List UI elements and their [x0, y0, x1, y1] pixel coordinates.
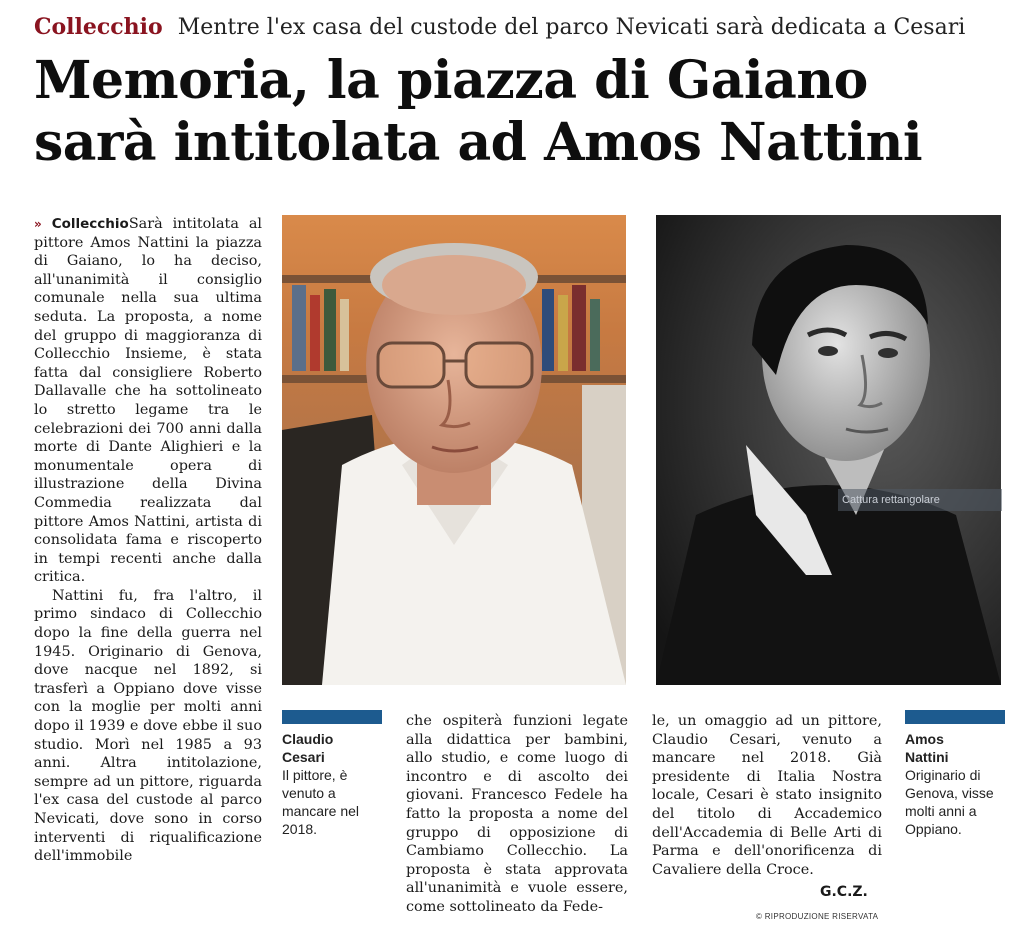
- author-signature: G.C.Z.: [820, 884, 868, 900]
- caption-bar-left: [282, 710, 382, 724]
- caption-right: [905, 730, 1005, 838]
- copyright-notice: © RIPRODUZIONE RISERVATA: [756, 912, 879, 921]
- kicker: [34, 14, 965, 40]
- article-column-3: [652, 712, 882, 879]
- kicker-subtitle: Mentre l'ex casa del custode del parco Nevicati sarà dedicata a Cesari: [177, 15, 966, 40]
- article-paragraph-2: Nattini fu, fra l'altro, il primo sindaco di Collecchio dopo la fine della guerra nel 1945. Originario di Genova, dove nacque nel 1892, si trasferì a Oppiano dove visse con la moglie per molti anni dopo il 1939 e dove ebbe il suo studio. Morì nel 1985 a 93 anni. Altra intitolazione, sempre ad un pittore, riguarda l'ex casa del custode al parco Nevicati, dove sono in corso interventi di riqualificazione dell'immobile: [34, 587, 262, 865]
- caption-left-name-1: Claudio: [282, 731, 334, 747]
- column-3-text: le, un omaggio ad un pittore, Claudio Cesari, venuto a mancare nel 2018. Già presidente di Italia Nostra locale, Cesari è stato insignito del titolo di Accademico dell'Accademia di Belle Arti di Parma e dell'onorificenza di Cavaliere della Croce.: [652, 713, 882, 878]
- capture-overlay-label: Cattura rettangolare: [838, 489, 1002, 511]
- column-2-text: che ospiterà funzioni legate alla didattica per bambini, allo studio, e come luogo di incontro e di ascolto dei giovani. Francesco Fedele ha fatto la proposta a nome del gruppo di opposizione di Cambiamo Collecchio. La proposta è stata approvata all'unanimità e vuole essere, come sottolineato da Fede-: [406, 713, 628, 915]
- headline: [34, 50, 922, 174]
- caption-right-name-1: Amos: [905, 731, 944, 747]
- caption-left-text: Il pittore, è venuto a mancare nel 2018.: [282, 767, 360, 837]
- portrait-bw-image: [656, 215, 1001, 685]
- caption-left-name-2: Cesari: [282, 749, 325, 765]
- headline-line-2: sarà intitolata ad Amos Nattini: [34, 112, 923, 173]
- headline-line-1: Memoria, la piazza di Gaiano: [34, 50, 868, 111]
- kicker-location: Collecchio: [34, 14, 163, 40]
- caption-bar-right: [905, 710, 1005, 724]
- lead-marker-icon: »: [34, 217, 42, 231]
- caption-right-name-2: Nattini: [905, 749, 949, 765]
- article-column-1: [34, 215, 262, 866]
- lead-location: Collecchio: [51, 216, 129, 232]
- paragraph-1-text: Sarà intitolata al pittore Amos Nattini la piazza di Gaiano, lo ha deciso, all'unanimità il consiglio comunale nella sua ultima seduta. La proposta, a nome del gruppo di maggioranza di Collecchio Insieme, è stata fatta dal consigliere Roberto Dallavalle che ha sottolineato lo stretto legame tra le celebrazioni dei 700 anni dalla morte di Dante Alighieri e la monumentale opera di illustrazione della Divina Commedia realizzata dal pittore Amos Nattini, artista di consolidata fama e riscoperto in tempi recenti anche dalla critica.: [34, 216, 263, 586]
- caption-right-text: Originario di Genova, visse molti anni a Oppiano.: [905, 767, 994, 837]
- portrait-color-image: [282, 215, 626, 685]
- caption-left: [282, 730, 382, 838]
- photo-claudio-cesari: [282, 215, 626, 685]
- photo-amos-nattini: [656, 215, 1001, 685]
- article-paragraph-1: [34, 215, 262, 587]
- article-column-2: [406, 712, 628, 917]
